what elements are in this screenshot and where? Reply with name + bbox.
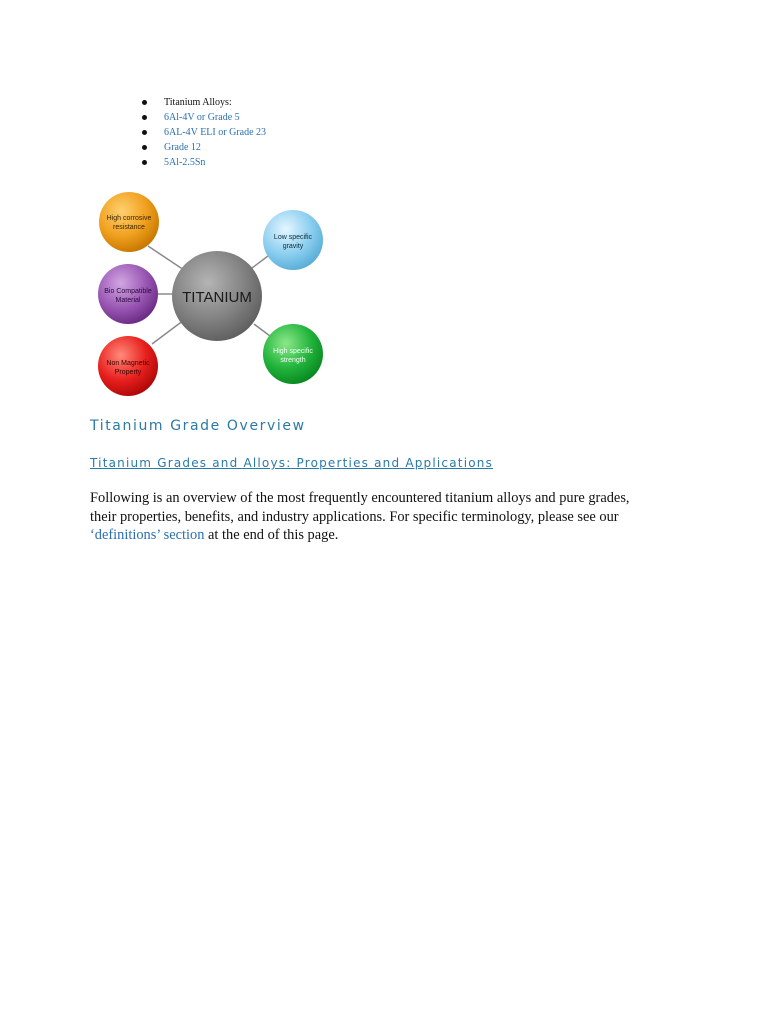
list-item[interactable] [140,155,266,170]
alloy-link-grade-12[interactable]: Grade 12 [164,142,201,153]
node-label-line1: Low specific [273,234,313,241]
center-label: TITANIUM [182,289,252,306]
bullet-icon [142,130,147,135]
node-label-line2: strength [280,357,306,364]
node-label-line2: resistance [113,224,145,231]
node-label-line2: gravity [282,243,304,250]
overview-paragraph [90,489,680,545]
paragraph-line [90,526,680,545]
titanium-properties-diagram [92,186,332,400]
list-item [140,95,266,110]
list-item[interactable] [140,140,266,155]
node-label-line2: Material [115,297,141,304]
definitions-section-link[interactable]: ‘definitions’ section [90,527,205,543]
list-item-label: Titanium Alloys: [164,97,232,108]
properties-applications-link[interactable]: Titanium Grades and Alloys: Properties and Applications [90,456,494,470]
node-label-line1: Bio Compatible [104,288,152,295]
alloy-link-5al-2-5sn[interactable]: 5Al-2.5Sn [164,157,206,168]
connector-line [254,324,270,336]
node-titanium-center [172,251,262,341]
alloy-link-grade-23[interactable]: 6AL-4V ELI or Grade 23 [164,127,267,138]
connector-line [148,246,184,270]
paragraph-text: at the end of this page. [204,527,339,543]
node-high-corrosive-resistance [99,192,159,252]
list-item[interactable] [140,110,266,125]
bullet-icon [142,100,147,105]
node-low-specific-gravity [263,210,323,270]
node-label-line2: Property [114,369,142,376]
section-heading: Titanium Grade Overview [90,418,306,434]
connector-line [252,256,268,268]
list-item[interactable] [140,125,266,140]
node-high-specific-strength [263,324,323,384]
node-label-line1: High specific [273,348,313,355]
paragraph-line: their properties, benefits, and industry applications. For specific terminology, please see our [90,508,619,525]
bullet-icon [142,160,147,165]
bullet-icon [142,145,147,150]
bullet-icon [142,115,147,120]
titanium-alloys-list [140,95,266,170]
connector-line [152,320,184,344]
node-bio-compatible-material [98,264,158,324]
paragraph-line: Following is an overview of the most frequently encountered titanium alloys and pure grades, [90,490,630,506]
diagram-svg [92,186,332,400]
orange-sphere-icon [99,192,159,252]
node-label-line1: Non Magnetic [106,360,150,367]
node-label-line1: High corrosive [106,215,152,222]
alloy-link-grade-5[interactable]: 6Al-4V or Grade 5 [164,112,240,123]
node-non-magnetic-property [98,336,158,396]
